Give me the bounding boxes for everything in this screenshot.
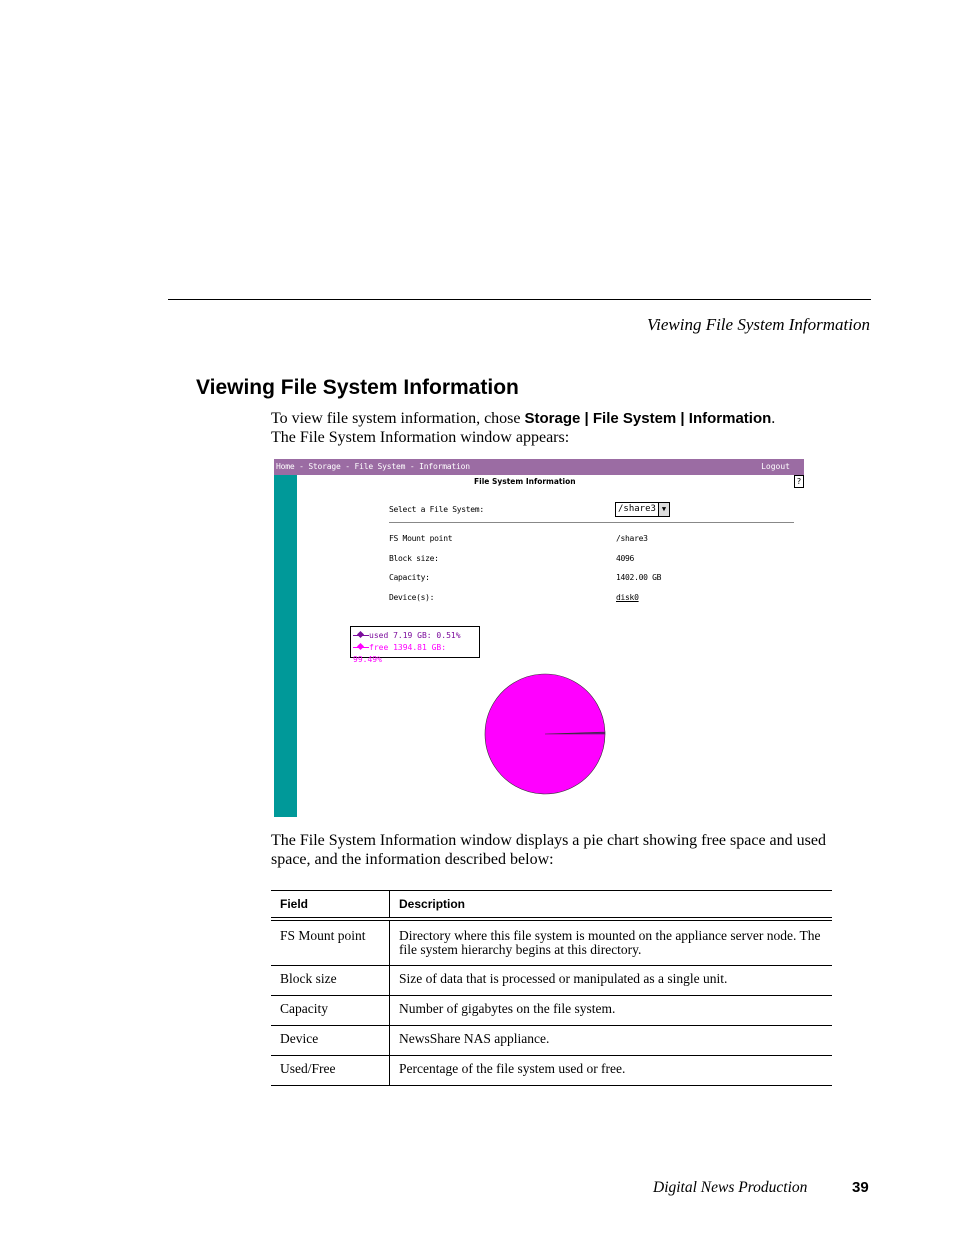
select-file-system-label: Select a File System: (389, 505, 484, 514)
table-cell-field: Device (271, 1026, 390, 1056)
legend-free-label: free 1394.81 GB: 99.49% (353, 643, 447, 664)
page-number: 39 (852, 1179, 869, 1196)
table-cell-description: Number of gigabytes on the file system. (390, 996, 833, 1026)
chevron-down-icon[interactable]: ▼ (658, 503, 669, 516)
menu-path: Storage | File System | Information (524, 410, 772, 427)
intro-line2: The File System Information window appears: (271, 429, 570, 446)
field-label-devices: Device(s): (389, 593, 435, 602)
help-icon[interactable]: ? (794, 475, 804, 488)
intro-text: To view file system information, chose (271, 410, 525, 427)
field-label-capacity: Capacity: (389, 573, 430, 582)
running-head: Viewing File System Information (646, 315, 870, 334)
file-system-select-value: /share3 (618, 504, 656, 514)
header-rule (168, 299, 871, 300)
sidebar (274, 475, 297, 817)
legend-used-label: used 7.19 GB: 0.51% (369, 631, 461, 640)
intro-paragraph (271, 409, 831, 447)
file-system-select[interactable] (615, 502, 670, 517)
table-cell-description: NewsShare NAS appliance. (390, 1026, 833, 1056)
table-cell-description: Directory where this file system is mounted on the appliance server node. The file system hierarchy begins at this directory. (390, 919, 833, 966)
usage-pie-chart (482, 671, 608, 797)
pie-slice-free (485, 674, 605, 794)
footer-title: Digital News Production (653, 1179, 808, 1196)
table-cell-field: FS Mount point (271, 919, 390, 966)
section-title: Viewing File System Information (196, 376, 519, 399)
table-cell-field: Block size (271, 966, 390, 996)
field-value-capacity: 1402.00 GB (616, 573, 662, 582)
table-row (271, 966, 832, 996)
window-title: File System Information (474, 477, 576, 486)
field-label-mount-point: FS Mount point (389, 534, 453, 543)
device-link[interactable]: disk0 (616, 593, 639, 602)
field-label-block-size: Block size: (389, 554, 439, 563)
legend-used-swatch (353, 631, 369, 641)
file-system-information-screenshot (274, 459, 804, 817)
logout-link[interactable]: Logout (761, 462, 790, 471)
description-paragraph: The File System Information window displays a pie chart showing free space and used space, and the information described below: (271, 832, 826, 868)
column-header-description: Description (390, 891, 833, 920)
legend-free (353, 642, 479, 664)
table-row (271, 996, 832, 1026)
field-value-block-size: 4096 (616, 554, 635, 563)
column-header-field: Field (271, 891, 390, 920)
chart-legend (350, 626, 480, 664)
table-cell-description: Size of data that is processed or manipulated as a single unit. (390, 966, 833, 996)
table-header-row (271, 891, 832, 920)
table-row (271, 1056, 832, 1086)
intro-text-end: . (771, 410, 776, 427)
divider (389, 522, 794, 523)
table-cell-description: Percentage of the file system used or free. (390, 1056, 833, 1086)
field-description-table (271, 890, 832, 1086)
table-row (271, 1026, 832, 1056)
top-nav-bar (274, 459, 804, 475)
legend-free-swatch (353, 643, 369, 653)
legend-used (353, 630, 461, 642)
breadcrumb[interactable]: Home - Storage - File System - Information (276, 462, 470, 471)
field-value-mount-point: /share3 (616, 534, 648, 543)
table-row (271, 919, 832, 966)
table-cell-field: Capacity (271, 996, 390, 1026)
table-cell-field: Used/Free (271, 1056, 390, 1086)
